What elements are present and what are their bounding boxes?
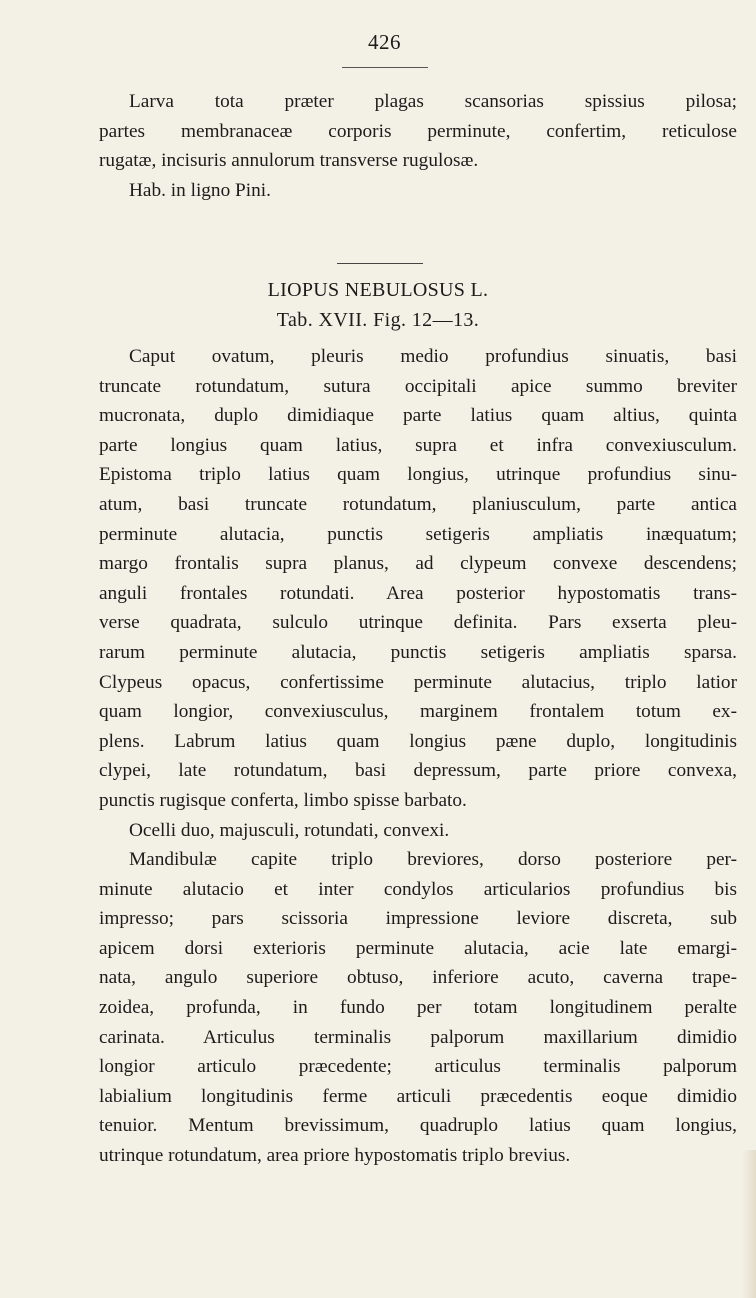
text-line: rugatæ, incisuris annulorum transverse rugulosæ. [99,150,479,172]
text-line: parte longius quam latius, supra et infra convexiusculum. [99,434,737,456]
plate-reference: Tab. XVII. Fig. 12—13. [276,309,480,331]
text-line: perminute alutacia, punctis setigeris ampliatis inæquatum; [99,523,737,545]
text-line: Mandibulæ capite triplo breviores, dorso posteriore per- [129,849,737,871]
text-line: tenuior. Mentum brevissimum, quadruplo latius quam longius, [99,1115,737,1137]
text-line: quam longior, convexiusculus, marginem frontalem totum ex- [99,701,737,723]
page-number-rule [342,67,428,68]
text-line: apicem dorsi exterioris perminute alutacia, acie late emargi- [99,937,737,959]
text-line: Hab. in ligno Pini. [129,179,271,201]
text-line: partes membranaceæ corporis perminute, confertim, reticulose [99,120,737,142]
text-line: minute alutacio et inter condylos articularios profundius bis [99,878,737,900]
text-line: carinata. Articulus terminalis palporum maxillarium dimidio [99,1026,737,1048]
section-divider [337,263,423,264]
description-text [99,342,737,1171]
text-line: utrinque rotundatum, area priore hypostomatis triplo brevius. [99,1145,571,1167]
text-line: atum, basi truncate rotundatum, planiusculum, parte antica [99,493,737,515]
text-line: clypei, late rotundatum, basi depressum, parte priore convexa, [99,760,737,782]
intro-paragraph [99,87,737,205]
text-line: labialium longitudinis ferme articuli præcedentis eoque dimidio [99,1085,737,1107]
text-line: rarum perminute alutacia, punctis setigeris ampliatis sparsa. [99,641,737,663]
species-heading: LIOPUS NEBULOSUS L. [267,279,489,301]
text-line: Epistoma triplo latius quam longius, utrinque profundius sinu- [99,464,737,486]
page-edge-shadow [742,1150,756,1298]
text-line: mucronata, duplo dimidiaque parte latius quam altius, quinta [99,405,737,427]
text-line: impresso; pars scissoria impressione leviore discreta, sub [99,908,737,930]
text-line: Larva tota præter plagas scansorias spissius pilosa; [129,91,737,112]
text-line: verse quadrata, sulculo utrinque definita. Pars exserta pleu- [99,612,737,634]
text-line: longior articulo præcedente; articulus terminalis palporum [99,1056,737,1078]
text-line: punctis rugisque conferta, limbo spisse barbato. [99,789,467,811]
text-line: Clypeus opacus, confertissime perminute alutacius, triplo latior [99,671,737,693]
page-number: 426 [368,30,401,54]
text-line: plens. Labrum latius quam longius pæne duplo, longitudinis [99,730,737,752]
text-line: Caput ovatum, pleuris medio profundius sinuatis, basi [129,346,737,367]
text-line: Ocelli duo, majusculi, rotundati, convexi. [129,819,450,841]
text-line: anguli frontales rotundati. Area posterior hypostomatis trans- [99,582,737,604]
text-line: margo frontalis supra planus, ad clypeum convexe descendens; [99,553,737,575]
text-line: nata, angulo superiore obtuso, inferiore acuto, caverna trape- [99,967,737,989]
text-line: truncate rotundatum, sutura occipitali apice summo breviter [99,375,737,397]
text-line: zoidea, profunda, in fundo per totam longitudinem peralte [99,997,737,1019]
